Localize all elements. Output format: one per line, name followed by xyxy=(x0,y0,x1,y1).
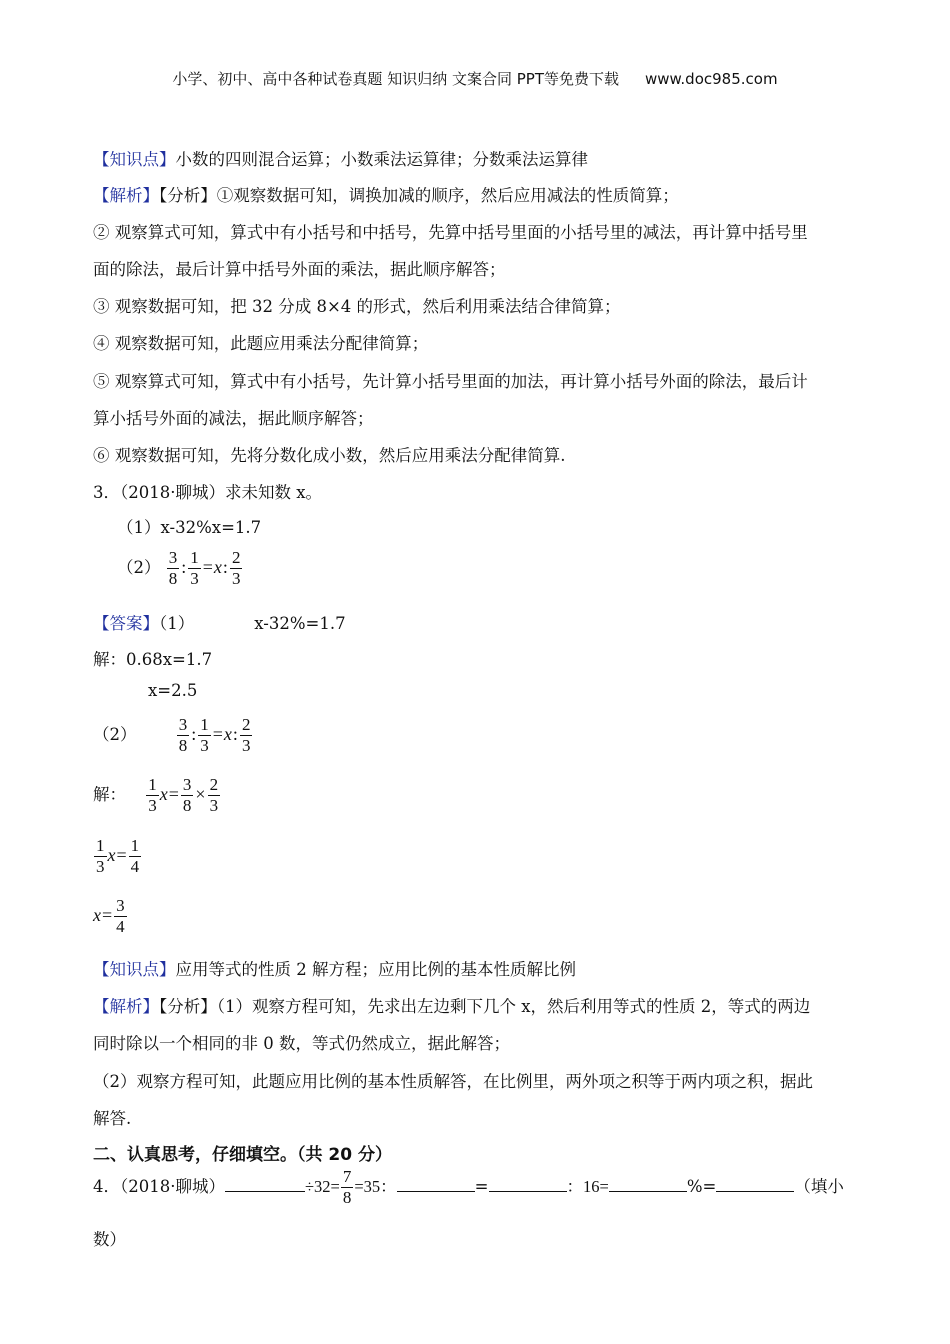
fraction: $\frac{7}{8}$ xyxy=(342,1167,352,1207)
q2-analysis-line-4: ③ 观察数据可知，把 32 分成 8×4 的形式，然后利用乘法结合律简算； xyxy=(93,297,621,316)
q2-analysis-line-8: ⑥ 观察数据可知，先将分数化成小数，然后应用乘法分配律简算. xyxy=(93,446,566,465)
q2-analysis-line-7: 算小括号外面的减法，据此顺序解答； xyxy=(93,409,374,428)
q2-analysis-line-6: ⑤ 观察算式可知，算式中有小括号，先计算小括号里面的加法，再计算小括号外面的除法，最后计 xyxy=(93,372,808,391)
analysis-text: （1）观察方程可知，先求出左边剩下几个 x，然后利用等式的性质 2，等式的两边 xyxy=(216,997,811,1016)
q4-tail: （填小 xyxy=(794,1177,844,1196)
q3-analysis-line-4: 解答. xyxy=(93,1109,132,1128)
part-label: （2） xyxy=(117,558,161,577)
q4-text: %= xyxy=(686,1177,717,1196)
fraction: $\frac{2}{3}$ xyxy=(209,775,219,815)
analysis-text: ①观察数据可知，调换加减的顺序，然后应用减法的性质简算； xyxy=(216,186,679,205)
q3-step-2: x=2.5 xyxy=(148,681,198,700)
fx-tag: 【分析】 xyxy=(159,997,217,1016)
answer-blank[interactable] xyxy=(397,1175,475,1192)
answer-blank[interactable] xyxy=(225,1175,305,1192)
fraction: $\frac{3}{8}$ xyxy=(178,715,188,755)
step-equation: 0.68x=1.7 xyxy=(126,650,213,669)
q2-analysis-line-1 xyxy=(93,182,679,206)
q3-solve-line-2: $\frac{1}{3}$ x= $\frac{1}{4}$ xyxy=(96,836,140,876)
fraction: $\frac{2}{3}$ xyxy=(231,548,241,588)
solution-label: 解： xyxy=(93,650,126,669)
q3-answer-1 xyxy=(93,610,346,634)
fraction: $\frac{1}{3}$ xyxy=(190,548,199,588)
header-text: 小学、初中、高中各种试卷真题 知识归纳 文案合同 PPT等免费下载 xyxy=(172,70,619,88)
fraction: $\frac{1}{3}$ xyxy=(96,836,105,876)
q4-text: ÷32= xyxy=(304,1177,340,1196)
fraction: $\frac{1}{3}$ xyxy=(200,715,209,755)
fraction: $\frac{3}{8}$ xyxy=(182,775,192,815)
kp-text: 小数的四则混合运算；小数乘法运算律；分数乘法运算律 xyxy=(175,150,588,169)
answer-blank[interactable] xyxy=(716,1175,794,1192)
fraction: $\frac{1}{4}$ xyxy=(130,836,140,876)
q3-answer-2: （2） $\frac{3}{8}$ : $\frac{1}{3}$ =x: $\frac{2}{3}$ xyxy=(93,715,251,755)
q4-line-2: 数） xyxy=(93,1230,126,1249)
q4-line xyxy=(93,1168,844,1207)
q2-analysis-line-5: ④ 观察数据可知，此题应用乘法分配律简算； xyxy=(93,334,429,353)
fraction: $\frac{3}{8}$ xyxy=(168,548,178,588)
fraction: $\frac{3}{4}$ xyxy=(116,896,125,936)
kp-text: 应用等式的性质 2 解方程；应用比例的基本性质解比例 xyxy=(175,960,576,979)
q3-solve-line-1: 解： $\frac{1}{3}$ x= $\frac{3}{8}$ × $\frac{2}{3}$ xyxy=(93,775,219,815)
q4-text: ：16= xyxy=(566,1177,609,1196)
q2-analysis-line-2: ② 观察算式可知，算式中有小括号和中括号，先算中括号里面的小括号里的减法，再计算中括号里 xyxy=(93,223,808,242)
solution-label: 解： xyxy=(93,785,126,804)
q3-analysis-line-1 xyxy=(93,993,810,1017)
jx-tag: 【解析】 xyxy=(93,997,159,1016)
jx-tag: 【解析】 xyxy=(93,186,159,205)
q3-analysis-line-2: 同时除以一个相同的非 0 数，等式仍然成立，据此解答； xyxy=(93,1034,510,1053)
q3-part-1: （1）x-32%x=1.7 xyxy=(117,518,262,537)
kp-tag: 【知识点】 xyxy=(93,960,176,979)
header-site: www.doc985.com xyxy=(644,70,778,88)
q3-title: 3．（2018·聊城）求未知数 x。 xyxy=(93,483,323,502)
q2-knowledge-point xyxy=(93,146,588,170)
q2-analysis-line-3: 面的除法，最后计算中括号外面的乘法，据此顺序解答； xyxy=(93,260,506,279)
answer-equation: x-32%=1.7 xyxy=(254,614,346,633)
answer-label: （1） xyxy=(159,614,195,633)
q3-analysis-line-3: （2）观察方程可知，此题应用比例的基本性质解答，在比例里，两外项之积等于两内项之积，据此 xyxy=(93,1072,813,1091)
q3-step-1 xyxy=(93,646,212,670)
kp-tag: 【知识点】 xyxy=(93,150,176,169)
fx-tag: 【分析】 xyxy=(159,186,217,205)
q3-knowledge-point xyxy=(93,956,576,980)
q4-prefix: 4．（2018·聊城） xyxy=(93,1177,225,1196)
answer-tag: 【答案】 xyxy=(93,614,159,633)
section-title: 二、认真思考，仔细填空。（共 20 分） xyxy=(93,1145,392,1165)
answer-blank[interactable] xyxy=(489,1175,567,1192)
page-header xyxy=(0,68,950,89)
answer-blank[interactable] xyxy=(609,1175,687,1192)
q4-text: =35： xyxy=(354,1177,397,1196)
answer-label: （2） xyxy=(93,725,137,744)
q3-part-2: （2） $\frac{3}{8}$ : $\frac{1}{3}$ =x: $\frac{2}{3}$ xyxy=(117,548,241,588)
fraction: $\frac{1}{3}$ xyxy=(148,775,157,815)
q3-solve-line-3: x= $\frac{3}{4}$ xyxy=(93,896,125,936)
fraction: $\frac{2}{3}$ xyxy=(241,715,251,755)
q4-text: = xyxy=(474,1177,489,1196)
